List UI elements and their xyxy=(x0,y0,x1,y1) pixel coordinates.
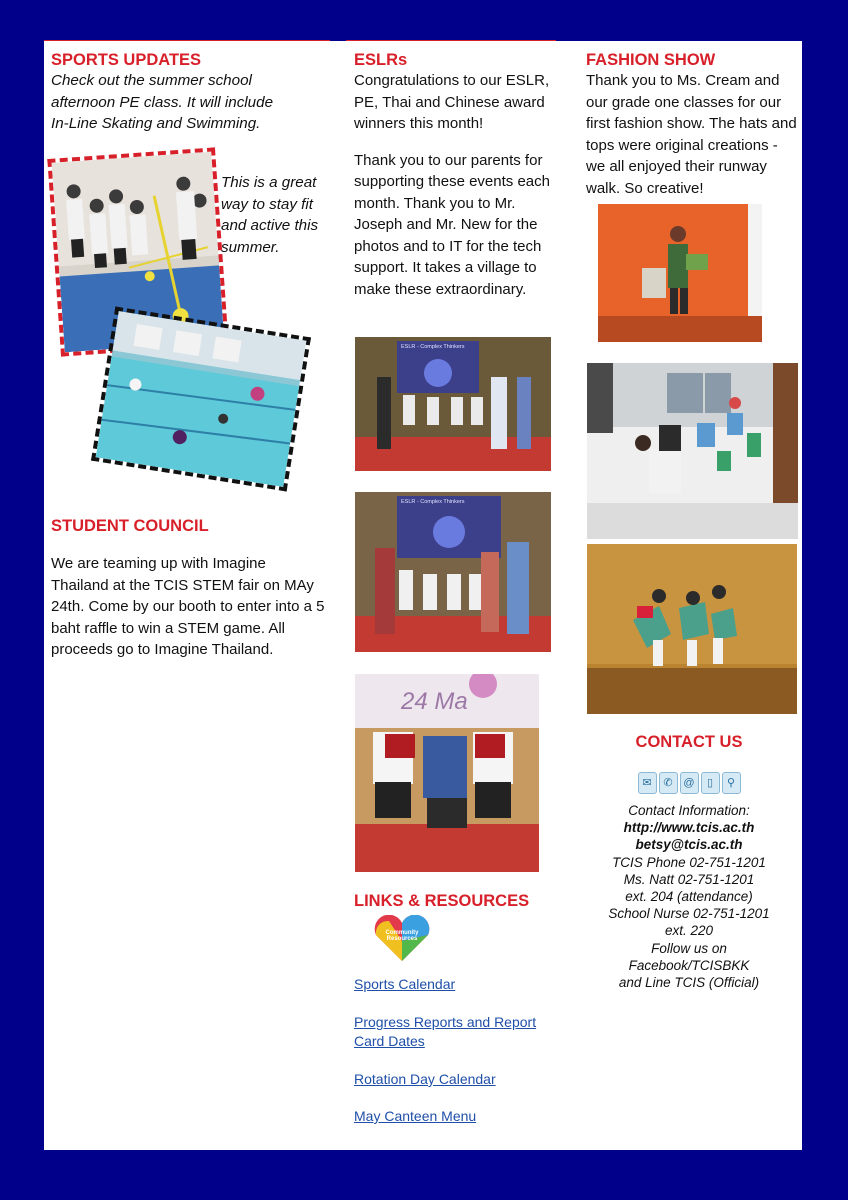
fashion-text: Thank you to Ms. Cream and our grade one classes for our first fashion show. The hats and tops were original creations - we all enjoyed their runway walk. So creative! xyxy=(586,72,797,197)
fashion-photo-2 xyxy=(587,363,798,539)
council-text: We are teaming up with Imagine Thailand at the TCIS STEM fair on MAy 24th. Come by our booth to enter into a 5 baht raffle to win a STEM game. All proceeds go to Imagine Thailand. xyxy=(51,555,325,658)
contact-info xyxy=(589,802,789,991)
council-title: STUDENT COUNCIL xyxy=(51,517,209,535)
eslrs-title: ESLRs xyxy=(354,51,408,69)
newsletter-page xyxy=(44,41,802,1150)
award-banner-text: 24 Ma xyxy=(401,688,468,715)
community-resources-heart-icon xyxy=(372,915,432,963)
right-column xyxy=(586,41,798,199)
location-icon: ⚲ xyxy=(722,772,741,794)
links-title: LINKS & RESOURCES xyxy=(354,892,530,910)
heart-label: Community Resources xyxy=(385,930,419,942)
contact-line: and Line TCIS (Official) xyxy=(618,975,760,991)
award-photo-1 xyxy=(355,337,551,471)
award-photo-2 xyxy=(355,492,551,652)
eslrs-text-2: Thank you to our parents for supporting these events each month. Thank you to Mr. Joseph and Mr. New for the photos and to IT for the tech support. It takes a village to make these extraordinary. xyxy=(354,151,550,298)
phone-icon: ✆ xyxy=(659,772,678,794)
fashion-photo-3 xyxy=(587,544,797,714)
sports-caption: This is a great way to stay fit and active this summer. xyxy=(221,174,319,256)
at-icon: @ xyxy=(680,772,699,794)
contact-section xyxy=(589,733,789,991)
fashion-photo-1 xyxy=(598,204,762,342)
contact-facebook: Follow us on Facebook/TCISBKK xyxy=(628,940,750,973)
contact-heading: Contact Information: xyxy=(628,803,750,818)
mobile-icon: ▯ xyxy=(701,772,720,794)
award-slide-2-title: ESLR - Complex Thinkers xyxy=(401,499,465,505)
contact-phone: TCIS Phone 02-751-1201 xyxy=(612,854,766,870)
contact-icons xyxy=(589,772,789,794)
link-rotation-day-calendar[interactable]: Rotation Day Calendar xyxy=(354,1071,496,1087)
email-icon: ✉ xyxy=(638,772,657,794)
contact-nurse: School Nurse 02-751-1201 xyxy=(608,906,770,922)
contact-website[interactable]: http://www.tcis.ac.th xyxy=(623,820,755,836)
sports-text: Check out the summer school afternoon PE class. It will include In-Line Skating and Swimming. xyxy=(51,72,274,132)
contact-email[interactable]: betsy@tcis.ac.th xyxy=(635,837,743,853)
award-slide-1-title: ESLR - Complex Thinkers xyxy=(401,344,465,350)
contact-nurse-ext: ext. 220 xyxy=(664,923,714,939)
fashion-title: FASHION SHOW xyxy=(586,51,716,69)
student-council-section xyxy=(51,517,326,661)
link-sports-calendar[interactable]: Sports Calendar xyxy=(354,976,456,992)
swimming-photo xyxy=(91,306,311,491)
award-photo-3 xyxy=(355,674,539,872)
contact-natt-ext: ext. 204 (attendance) xyxy=(625,889,753,905)
contact-title: CONTACT US xyxy=(635,733,743,751)
link-canteen-menu[interactable]: May Canteen Menu xyxy=(354,1108,477,1124)
left-column xyxy=(51,41,331,256)
sports-title: SPORTS UPDATES xyxy=(51,51,202,69)
contact-natt: Ms. Natt 02-751-1201 xyxy=(623,871,755,887)
link-progress-reports[interactable]: Progress Reports and Report Card Dates xyxy=(354,1014,537,1049)
links-section xyxy=(354,892,554,1126)
eslrs-text-1: Congratulations to our ESLR, PE, Thai and Chinese award winners this month! xyxy=(354,72,550,132)
middle-column xyxy=(354,41,554,300)
